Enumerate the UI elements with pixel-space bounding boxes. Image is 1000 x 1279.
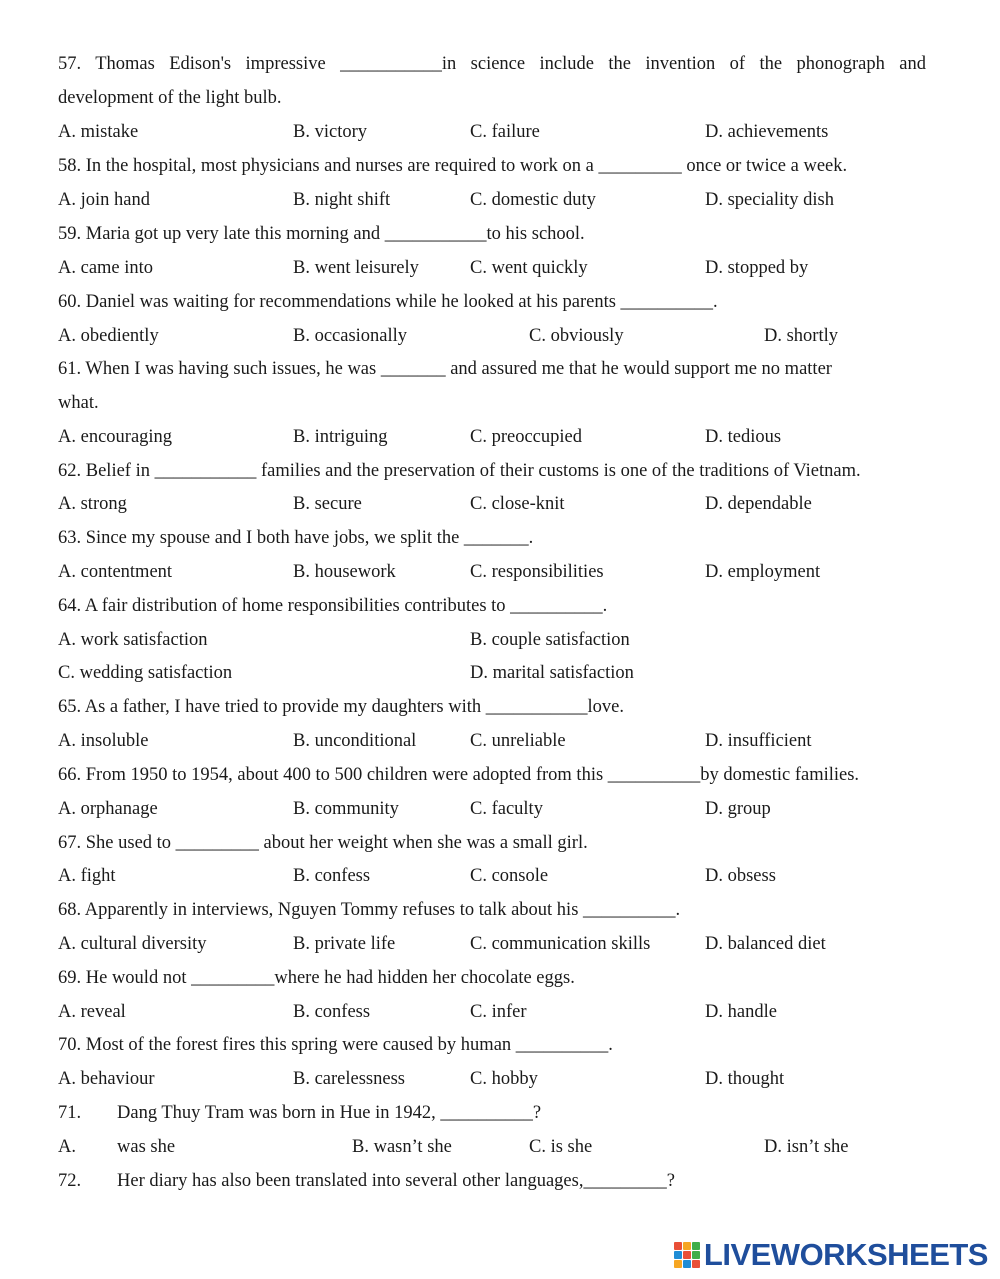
- question-67-option-d[interactable]: D. obsess: [705, 866, 776, 886]
- question-61-option-b[interactable]: B. intriguing: [293, 427, 388, 447]
- question-68-text: 68. Apparently in interviews, Nguyen Tommy refuses to talk about his __________.: [58, 900, 681, 920]
- liveworksheets-logo-text: LIVEWORKSHEETS: [703, 1237, 988, 1272]
- question-64-option-a[interactable]: A. work satisfaction: [58, 630, 208, 650]
- question-62-text: 62. Belief in ___________ families and the preservation of their customs is one of the traditions of Vietnam.: [58, 461, 861, 481]
- question-58-option-a[interactable]: A. join hand: [58, 190, 150, 210]
- question-71-text: Dang Thuy Tram was born in Hue in 1942, __________?: [117, 1103, 542, 1123]
- question-72-text: Her diary has also been translated into several other languages,_________?: [117, 1171, 675, 1191]
- question-61-option-d[interactable]: D. tedious: [705, 427, 782, 447]
- question-67-option-b[interactable]: B. confess: [293, 866, 371, 886]
- question-62-option-c[interactable]: C. close-knit: [470, 494, 565, 514]
- question-61-text-cont: what.: [58, 393, 99, 413]
- question-57-option-a[interactable]: A. mistake: [58, 122, 139, 142]
- liveworksheets-logo-icon: [674, 1242, 700, 1268]
- question-64-text: 64. A fair distribution of home responsibilities contributes to __________.: [58, 596, 608, 616]
- question-59-option-b[interactable]: B. went leisurely: [293, 258, 419, 278]
- question-68-option-d[interactable]: D. balanced diet: [705, 934, 826, 954]
- question-57-option-c[interactable]: C. failure: [470, 122, 540, 142]
- question-71-option-c[interactable]: C. is she: [529, 1137, 593, 1157]
- question-60-option-c[interactable]: C. obviously: [529, 326, 624, 346]
- question-61-option-a[interactable]: A. encouraging: [58, 427, 173, 447]
- question-57-text: 57. Thomas Edison's impressive ___________in science include the invention of the phonograph and: [58, 54, 926, 74]
- question-60-option-d[interactable]: D. shortly: [764, 326, 838, 346]
- question-70-text: 70. Most of the forest fires this spring were caused by human __________.: [58, 1035, 613, 1055]
- question-71-option-a[interactable]: was she: [117, 1137, 176, 1157]
- question-72-number: 72.: [58, 1171, 82, 1191]
- question-70-option-a[interactable]: A. behaviour: [58, 1069, 155, 1089]
- question-60-option-a[interactable]: A. obediently: [58, 326, 159, 346]
- question-63-option-c[interactable]: C. responsibilities: [470, 562, 604, 582]
- question-68-option-b[interactable]: B. private life: [293, 934, 396, 954]
- question-57-option-d[interactable]: D. achievements: [705, 122, 829, 142]
- question-59-option-c[interactable]: C. went quickly: [470, 258, 588, 278]
- question-70-option-b[interactable]: B. carelessness: [293, 1069, 405, 1089]
- question-62-option-b[interactable]: B. secure: [293, 494, 362, 514]
- question-58-option-d[interactable]: D. speciality dish: [705, 190, 834, 210]
- question-63-option-d[interactable]: D. employment: [705, 562, 821, 582]
- question-66-option-c[interactable]: C. faculty: [470, 799, 543, 819]
- question-71-number: 71.: [58, 1103, 82, 1123]
- question-66-option-d[interactable]: D. group: [705, 799, 771, 819]
- liveworksheets-logo[interactable]: [674, 1238, 988, 1272]
- question-68-option-c[interactable]: C. communication skills: [470, 934, 651, 954]
- question-67-text: 67. She used to _________ about her weight when she was a small girl.: [58, 833, 588, 853]
- question-68-option-a[interactable]: A. cultural diversity: [58, 934, 207, 954]
- question-69-option-d[interactable]: D. handle: [705, 1002, 777, 1022]
- question-72-line: [58, 1169, 675, 1193]
- question-60-option-b[interactable]: B. occasionally: [293, 326, 408, 346]
- question-69-option-a[interactable]: A. reveal: [58, 1002, 126, 1022]
- question-59-text: 59. Maria got up very late this morning and ___________to his school.: [58, 224, 585, 244]
- question-66-option-b[interactable]: B. community: [293, 799, 399, 819]
- question-67-option-a[interactable]: A. fight: [58, 866, 116, 886]
- question-65-option-d[interactable]: D. insufficient: [705, 731, 812, 751]
- question-69-text: 69. He would not _________where he had hidden her chocolate eggs.: [58, 968, 575, 988]
- question-61-option-c[interactable]: C. preoccupied: [470, 427, 582, 447]
- question-62-option-a[interactable]: A. strong: [58, 494, 127, 514]
- question-71-option-a-letter[interactable]: A.: [58, 1137, 76, 1157]
- question-70-option-d[interactable]: D. thought: [705, 1069, 785, 1089]
- question-63-option-a[interactable]: A. contentment: [58, 562, 173, 582]
- question-71-line: [58, 1101, 541, 1125]
- question-63-text: 63. Since my spouse and I both have jobs, we split the _______.: [58, 528, 534, 548]
- question-59-option-a[interactable]: A. came into: [58, 258, 154, 278]
- question-63-option-b[interactable]: B. housework: [293, 562, 396, 582]
- question-69-option-c[interactable]: C. infer: [470, 1002, 527, 1022]
- question-59-option-d[interactable]: D. stopped by: [705, 258, 809, 278]
- question-61-text: 61. When I was having such issues, he was _______ and assured me that he would support me no matter: [58, 359, 832, 379]
- question-57-text-cont: development of the light bulb.: [58, 88, 282, 108]
- question-58-text: 58. In the hospital, most physicians and nurses are required to work on a _________ once or twice a week.: [58, 156, 848, 176]
- question-71-option-d[interactable]: D. isn’t she: [764, 1137, 849, 1157]
- question-71-option-b[interactable]: B. wasn’t she: [352, 1137, 452, 1157]
- question-67-option-c[interactable]: C. console: [470, 866, 549, 886]
- question-64-option-d[interactable]: D. marital satisfaction: [470, 663, 634, 683]
- question-65-option-b[interactable]: B. unconditional: [293, 731, 417, 751]
- question-57-option-b[interactable]: B. victory: [293, 122, 367, 142]
- question-65-text: 65. As a father, I have tried to provide my daughters with ___________love.: [58, 697, 624, 717]
- question-70-option-c[interactable]: C. hobby: [470, 1069, 538, 1089]
- question-64-option-b[interactable]: B. couple satisfaction: [470, 630, 630, 650]
- question-58-option-c[interactable]: C. domestic duty: [470, 190, 596, 210]
- question-65-option-a[interactable]: A. insoluble: [58, 731, 149, 751]
- question-62-option-d[interactable]: D. dependable: [705, 494, 812, 514]
- question-65-option-c[interactable]: C. unreliable: [470, 731, 566, 751]
- question-66-option-a[interactable]: A. orphanage: [58, 799, 158, 819]
- question-66-text: 66. From 1950 to 1954, about 400 to 500 children were adopted from this __________by domestic families.: [58, 765, 860, 785]
- question-69-option-b[interactable]: B. confess: [293, 1002, 371, 1022]
- question-58-option-b[interactable]: B. night shift: [293, 190, 391, 210]
- question-60-text: 60. Daniel was waiting for recommendations while he looked at his parents __________.: [58, 292, 718, 312]
- question-64-option-c[interactable]: C. wedding satisfaction: [58, 663, 233, 683]
